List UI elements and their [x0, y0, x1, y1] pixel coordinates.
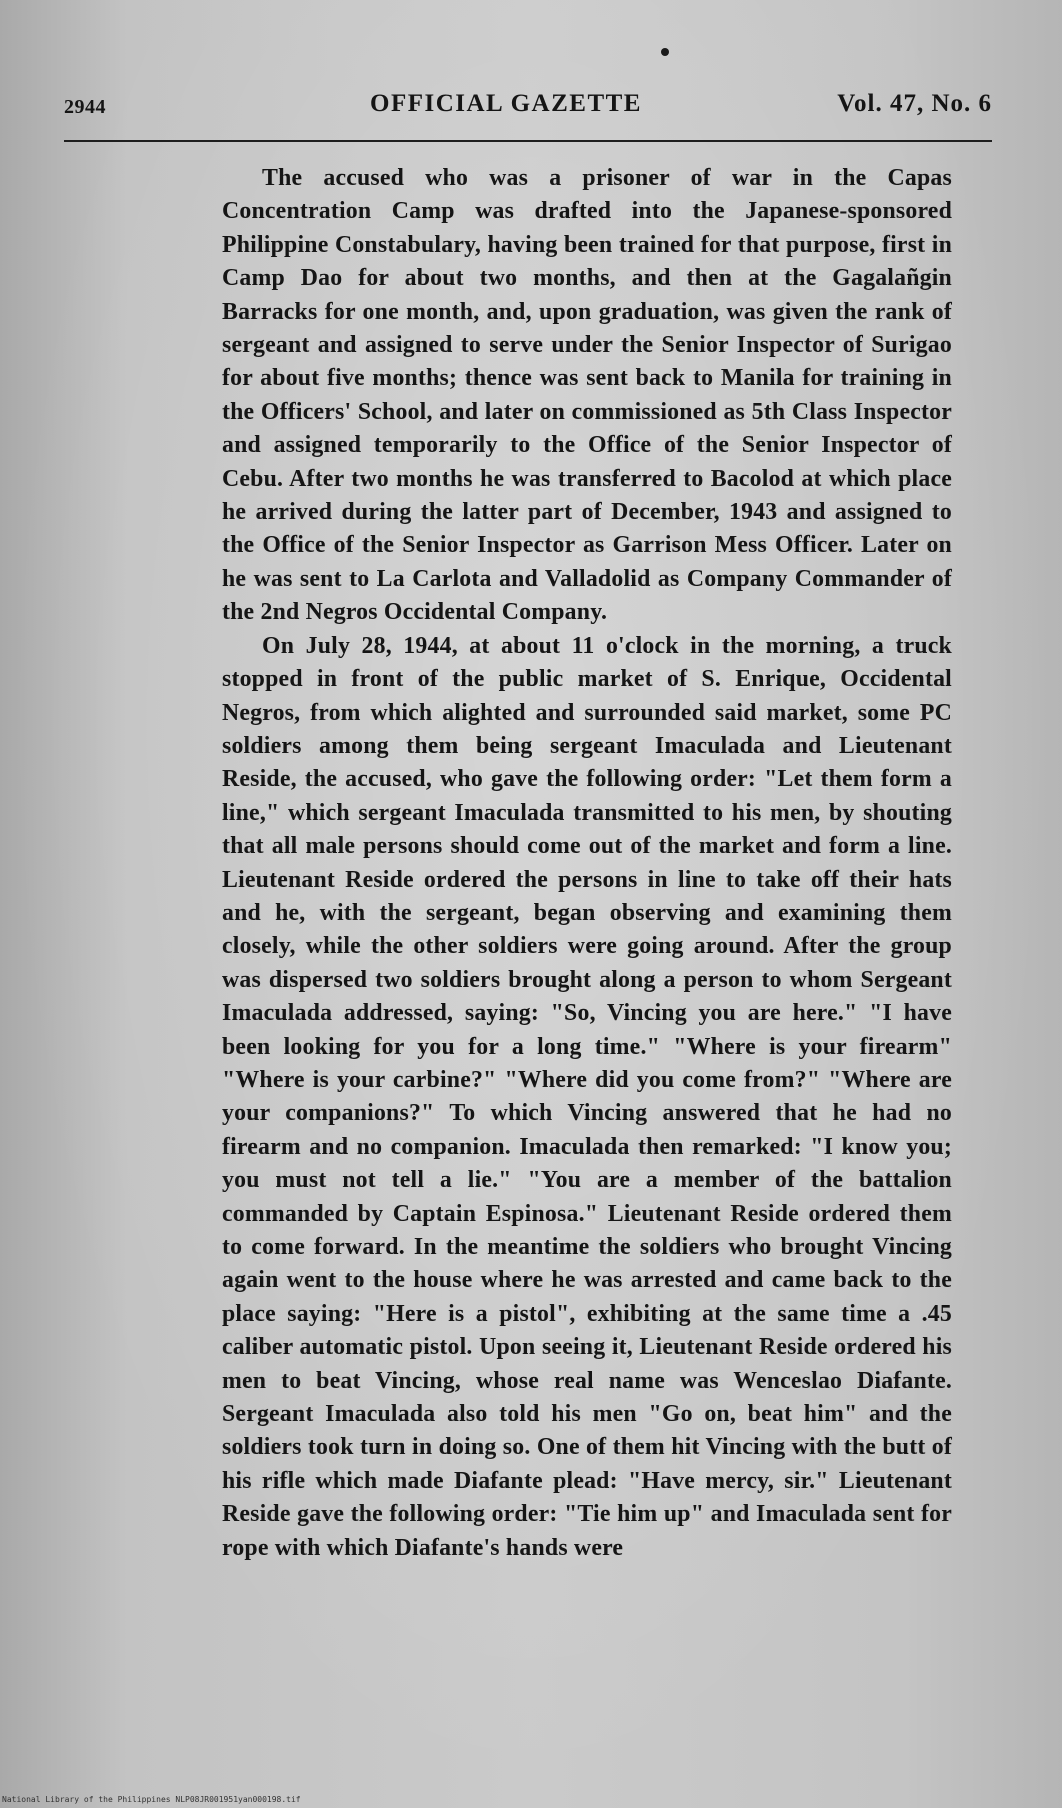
- volume-issue: Vol. 47, No. 6: [837, 90, 992, 117]
- paragraph: The accused who was a prisoner of war in the Capas Concentration Camp was drafted into the Japanese-sponsored Philippine Constabulary, having been trained for that purpose, first in Camp Dao for about two months, and then at the Gagalañgin Barracks for one month, and, upon graduation, was given the rank of sergeant and assigned to serve under the Senior Inspector of Surigao for about five months; thence was sent back to Manila for training in the Officers' School, and later on commissioned as 5th Class Inspector and assigned temporarily to the Office of the Senior Inspector of Cebu. After two months he was transferred to Bacolod at which place he arrived during the latter part of December, 1943 and assigned to the Office of the Senior Inspector as Garrison Mess Officer. Later on he was sent to La Carlota and Valladolid as Company Commander of the 2nd Negros Occidental Company.: [222, 165, 952, 626]
- paragraph: On July 28, 1944, at about 11 o'clock in the morning, a truck stopped in front of the public market of S. Enrique, Occidental Negros, from which alighted and surrounded said market, some PC soldiers among them being sergeant Imaculada and Lieutenant Reside, the accused, who gave the following order: "Let them form a line," which sergeant Imaculada transmitted to his men, by shouting that all male persons should come out of the market and form a line. Lieutenant Reside ordered the persons in line to take off their hats and he, with the sergeant, began observing and examining them closely, while the other soldiers were going around. After the group was dispersed two soldiers brought along a person to whom Sergeant Imaculada addressed, saying: "So, Vincing you are here." "I have been looking for you for a long time." "Where is your firearm" "Where is your carbine?" "Where did you come from?" "Where are your companions?" To which Vincing answered that he had no firearm and no companion. Imaculada then remarked: "I know you; you must not tell a lie." "You are a member of the battalion commanded by Captain Espinosa." Lieutenant Reside ordered them to come forward. In the meantime the soldiers who brought Vincing again went to the house where he was arrested and came back to the place saying: "Here is a pistol", exhibiting at the same time a .45 caliber automatic pistol. Upon seeing it, Lieutenant Reside ordered his men to beat Vincing, whose real name was Wenceslao Diafante. Sergeant Imaculada also told his men "Go on, beat him" and the soldiers took turn in doing so. One of them hit Vincing with the butt of his rifle which made Diafante plead: "Have mercy, sir." Lieutenant Reside gave the following order: "Tie him up" and Imaculada sent for rope with which Diafante's hands were: [222, 632, 952, 1561]
- header-rule: [64, 140, 992, 142]
- running-title: OFFICIAL GAZETTE: [370, 90, 642, 117]
- scan-identifier: National Library of the Philippines NLP08JR001951yan000198.tif: [2, 1795, 301, 1804]
- page-number: 2944: [64, 96, 106, 118]
- page-header: [64, 90, 992, 130]
- body-text: [222, 162, 952, 1565]
- ink-speck: [661, 48, 669, 56]
